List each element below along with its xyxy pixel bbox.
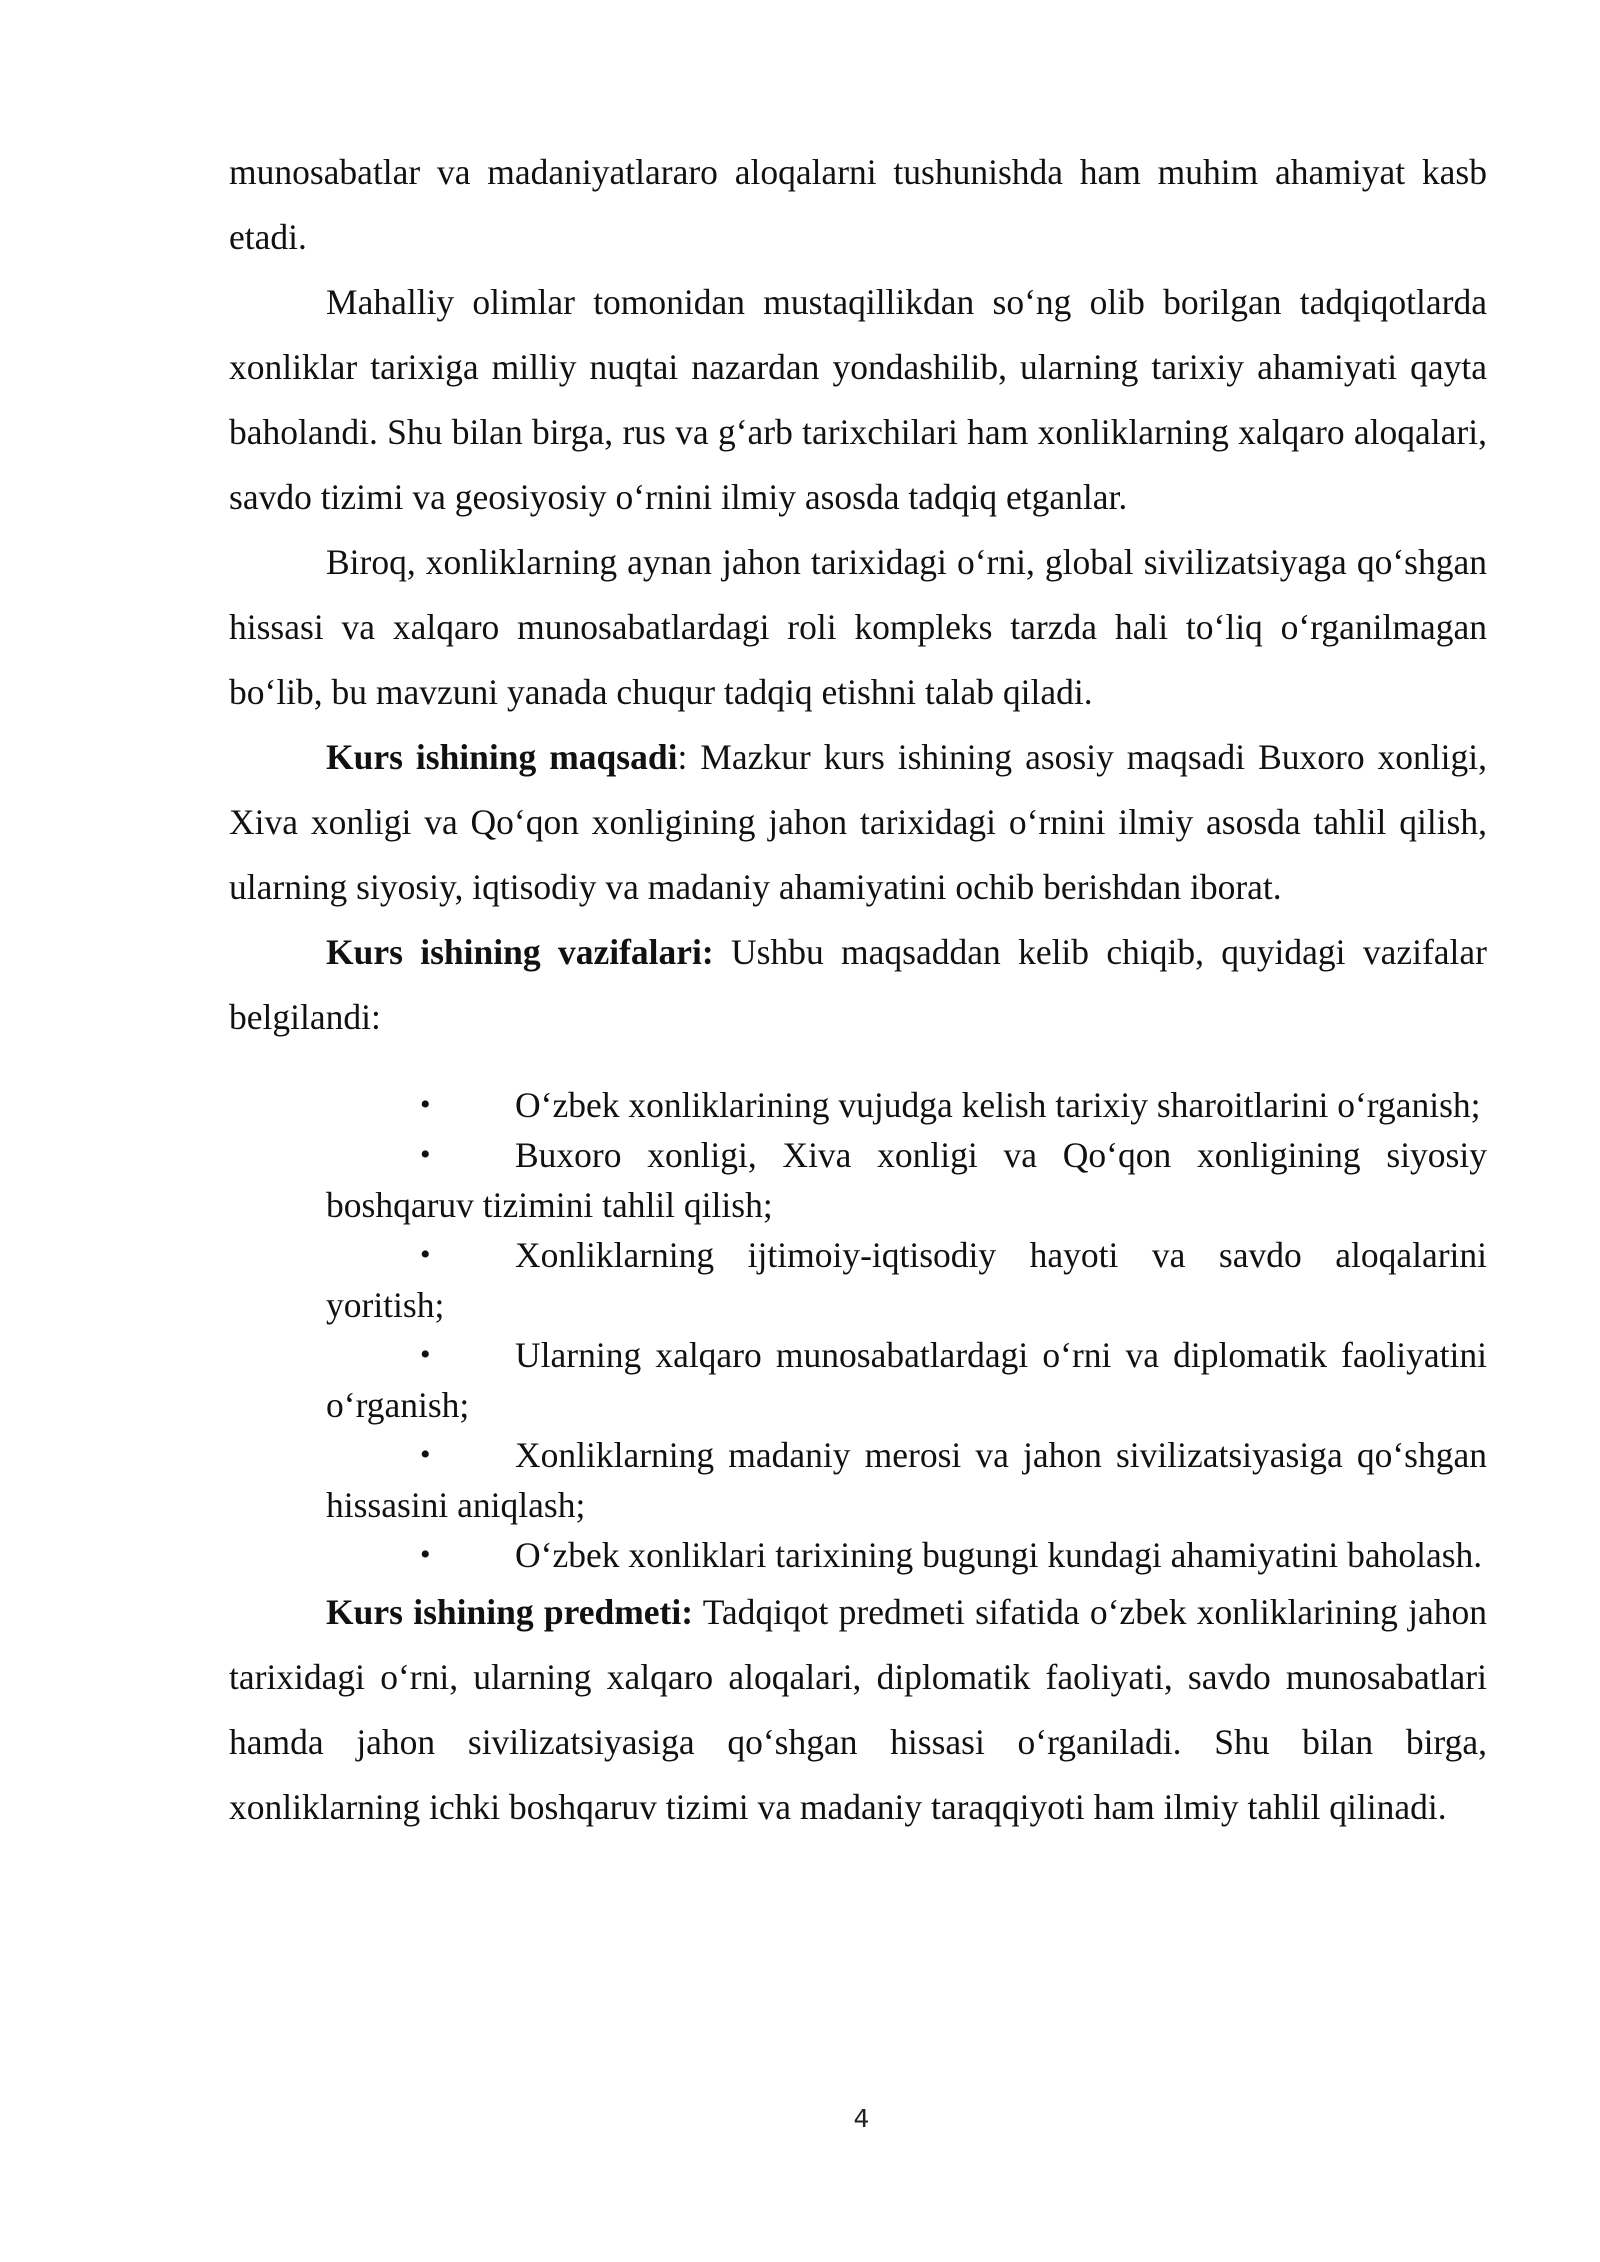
bullet-icon: • <box>420 1338 431 1371</box>
list-item-text: Buxoro xonligi, Xiva xonligi va Qo‘qon xonligining siyosiy boshqaruv tizimini tahlil qilish; <box>326 1135 1487 1225</box>
paragraph-goal <box>229 725 1487 920</box>
tasks-heading: Kurs ishining vazifalari: <box>326 932 714 972</box>
paragraph-research-gap: Biroq, xonliklarning aynan jahon tarixidagi o‘rni, global sivilizatsiyaga qo‘shgan hissasi va xalqaro munosabatlardagi roli kompleks tarzda hali to‘liq o‘rganilmagan bo‘lib, bu mavzuni yanada chuqur tadqiq etishni talab qiladi. <box>229 542 1487 712</box>
goal-heading: Kurs ishining maqsadi <box>326 737 678 777</box>
subject-text: Tadqiqot predmeti sifatida o‘zbek xonliklarining jahon tarixidagi o‘rni, ularning xalqaro aloqalari, diplomatik faoliyati, savdo munosabatlari hamda jahon sivilizatsiyasiga qo‘shgan hissasi o‘rganiladi. Shu bilan birga, xonliklarning ichki boshqaruv tizimi va madaniy taraqqiyoti ham ilmiy tahlil qilinadi. <box>229 1592 1488 1827</box>
list-item <box>326 1430 1487 1530</box>
subject-heading: Kurs ishining predmeti: <box>326 1592 694 1632</box>
list-item <box>326 1230 1487 1330</box>
bullet-icon: • <box>420 1238 431 1271</box>
list-item-text: Xonliklarning ijtimoiy-iqtisodiy hayoti va savdo aloqalarini yoritish; <box>326 1235 1487 1325</box>
paragraph-local-scholars: Mahalliy olimlar tomonidan mustaqillikdan so‘ng olib borilgan tadqiqotlarda xonliklar tarixiga milliy nuqtai nazardan yondashilib, ularning tarixiy ahamiyati qayta baholandi. Shu bilan birga, rus va g‘arb tarixchilari ham xonliklarning xalqaro aloqalari, savdo tizimi va geosiyosiy o‘rnini ilmiy asosda tadqiq etganlar. <box>229 282 1487 517</box>
list-item <box>326 1080 1487 1130</box>
list-item <box>326 1330 1487 1430</box>
bullet-icon: • <box>420 1088 431 1121</box>
list-item-text: Xonliklarning madaniy merosi va jahon sivilizatsiyasiga qo‘shgan hissasini aniqlash; <box>326 1435 1487 1525</box>
list-item <box>326 1530 1487 1580</box>
document-body <box>229 140 1487 1840</box>
list-item-text: O‘zbek xonliklari tarixining bugungi kundagi ahamiyatini baholash. <box>515 1535 1483 1575</box>
paragraph-continuation: munosabatlar va madaniyatlararo aloqalarni tushunishda ham muhim ahamiyat kasb etadi. <box>229 152 1487 257</box>
goal-text: : Mazkur kurs ishining asosiy maqsadi Buxoro xonligi, Xiva xonligi va Qo‘qon xonligining jahon tarixidagi o‘rnini ilmiy asosda tahlil qilish, ularning siyosiy, iqtisodiy va madaniy ahamiyatini ochib berishdan iborat. <box>229 737 1487 907</box>
paragraph-tasks-intro <box>229 920 1487 1050</box>
paragraph-subject <box>229 1580 1487 1840</box>
page-number: 4 <box>853 2104 870 2133</box>
list-item-text: O‘zbek xonliklarining vujudga kelish tarixiy sharoitlarini o‘rganish; <box>515 1085 1481 1125</box>
bullet-icon: • <box>420 1438 431 1471</box>
tasks-list <box>229 1080 1487 1580</box>
list-item-text: Ularning xalqaro munosabatlardagi o‘rni va diplomatik faoliyatini o‘rganish; <box>326 1335 1487 1425</box>
bullet-icon: • <box>420 1538 431 1571</box>
list-item <box>326 1130 1487 1230</box>
tasks-intro-text: Ushbu maqsaddan kelib chiqib, quyidagi vazifalar belgilandi: <box>229 932 1487 1037</box>
bullet-icon: • <box>420 1138 431 1171</box>
